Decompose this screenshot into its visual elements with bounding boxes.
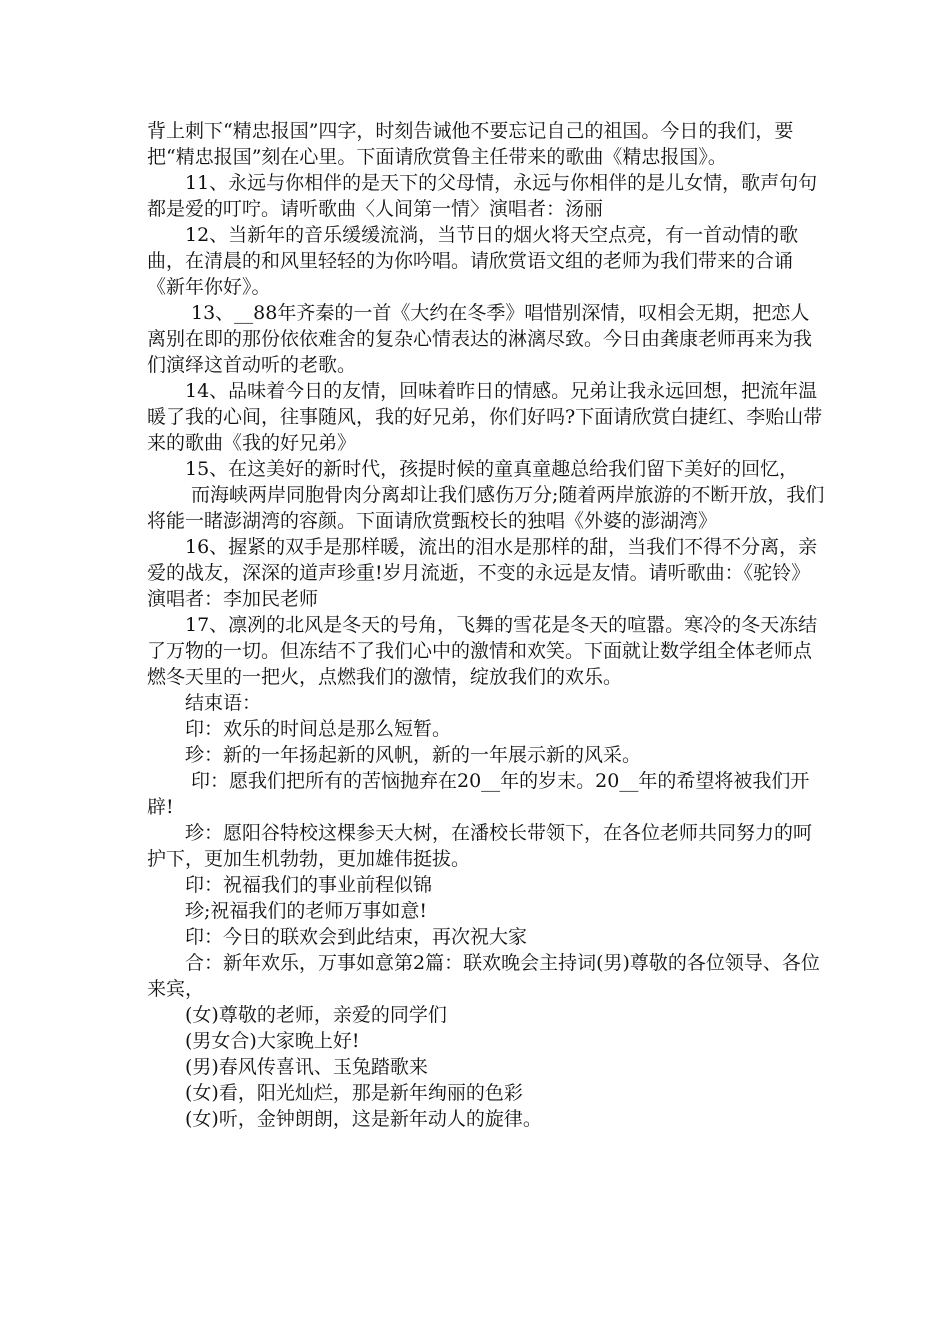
host-line: (女)尊敬的老师，亲爱的同学们	[185, 1004, 447, 1026]
paragraph-item-11: 11、永远与你相伴的是天下的父母情，永远与你相伴的是儿女情，歌声句句都是爱的叮咛。请听歌曲〈人间第一情〉演唱者：汤丽	[147, 172, 818, 220]
paragraph-item-16: 16、握紧的双手是那样暖，流出的泪水是那样的甜，当我们不得不分离，亲爱的战友，深深的道声珍重!岁月流逝，不变的永远是友情。请听歌曲：《驼铃》演唱者：李加民老师	[147, 536, 818, 610]
document-body	[147, 118, 827, 1132]
paragraph-item-17: 17、凛冽的北风是冬天的号角，飞舞的雪花是冬天的喧嚣。寒冷的冬天冻结了万物的一切。但冻结不了我们心中的激情和欢笑。下面就让数学组全体老师点燃冬天里的一把火，点燃我们的激情，绽放我们的欢乐。	[147, 614, 818, 688]
closing-line: 印：祝福我们的事业前程似锦	[185, 874, 433, 896]
closing-line: 珍：愿阳谷特校这棵参天大树，在潘校长带领下，在各位老师共同努力的呵护下，更加生机勃勃，更加雄伟挺拔。	[147, 822, 813, 870]
closing-heading: 结束语：	[185, 692, 262, 714]
closing-line: 印：今日的联欢会到此结束，再次祝大家	[185, 926, 528, 948]
closing-line: 合：新年欢乐，万事如意第2篇：联欢晚会主持词(男)尊敬的各位领导、各位来宾，	[147, 952, 820, 1000]
host-line: (女)听，金钟朗朗，这是新年动人的旋律。	[185, 1108, 542, 1130]
paragraph-item-15: 15、在这美好的新时代，孩提时候的童真童趣总给我们留下美好的回忆，	[185, 458, 799, 480]
paragraph-item-15-cont: 而海峡两岸同胞骨肉分离却让我们感伤万分;随着两岸旅游的不断开放，我们将能一睹澎湖湾的容颜。下面请欣赏甄校长的独唱《外婆的澎湖湾》	[147, 484, 825, 532]
closing-line: 印：愿我们把所有的苦恼抛弃在20__年的岁末。20__年的希望将被我们开辟!	[147, 770, 810, 818]
closing-line: 印：欢乐的时间总是那么短暂。	[185, 718, 452, 740]
host-line: (男)春风传喜讯、玉兔踏歌来	[185, 1056, 428, 1078]
paragraph-item-14: 14、品味着今日的友情，回味着昨日的情感。兄弟让我永远回想，把流年温暖了我的心间，往事随风，我的好兄弟，你们好吗?下面请欣赏白捷红、李贻山带来的歌曲《我的好兄弟》	[147, 380, 823, 454]
closing-line: 珍;祝福我们的老师万事如意!	[185, 900, 428, 922]
host-line: (男女合)大家晚上好!	[185, 1030, 360, 1052]
host-line: (女)看，阳光灿烂，那是新年绚丽的色彩	[185, 1082, 523, 1104]
paragraph-continuation: 背上刺下“精忠报国”四字，时刻告诫他不要忘记自己的祖国。今日的我们，要把“精忠报国”刻在心里。下面请欣赏鲁主任带来的歌曲《精忠报国》。	[147, 120, 794, 168]
paragraph-item-12: 12、当新年的音乐缓缓流淌，当节日的烟火将天空点亮，有一首动情的歌曲，在清晨的和风里轻轻的为你吟唱。请欣赏语文组的老师为我们带来的合诵《新年你好》。	[147, 224, 799, 298]
paragraph-item-13: 13、__88年齐秦的一首《大约在冬季》唱惜别深情，叹相会无期，把恋人离别在即的那份依依难舍的复杂心情表达的淋漓尽致。今日由龚康老师再来为我们演绎这首动听的老歌。	[147, 302, 813, 376]
closing-line: 珍：新的一年扬起新的风帆，新的一年展示新的风采。	[185, 744, 642, 766]
